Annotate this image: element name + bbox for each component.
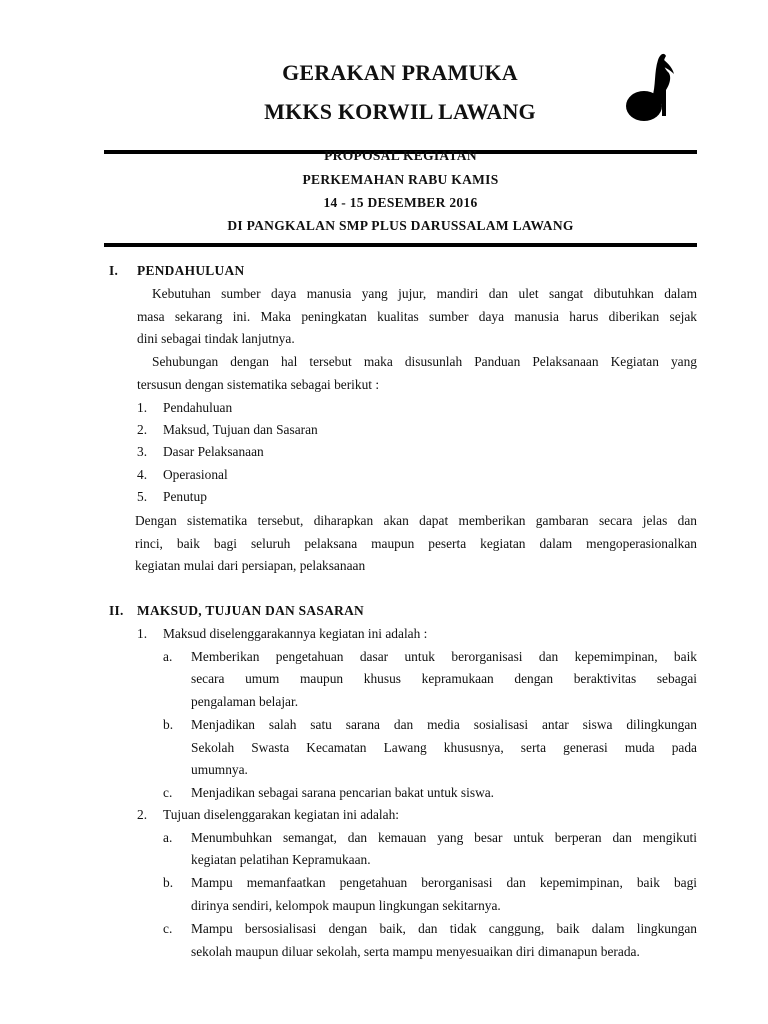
proposal-title: PROPOSAL KEGIATAN — [324, 148, 477, 163]
sub-item-line: Mampu bersosialisasi dengan baik, dan tidak canggung, baik dalam lingkungan — [191, 921, 697, 936]
section1-para1-line: masa sekarang ini. Maka peningkatan kualitas sumber daya manusia harus diberikan sejak — [137, 309, 697, 324]
section1-para3-line: rinci, baik bagi seluruh pelaksana maupun peserta kegiatan dalam mengoperasionalkan — [135, 536, 697, 551]
section1-heading: PENDAHULUAN — [137, 263, 245, 278]
section1-para1-line: dini sebagai tindak lanjutnya. — [137, 331, 295, 346]
sub-item-line: dirinya sendiri, kelompok maupun lingkungan sekitarnya. — [191, 898, 501, 913]
sub-item-line: pengalaman belajar. — [191, 694, 299, 709]
sub-item-line: secara umum maupun khusus kepramukaan dengan beraktivitas sebagai — [191, 671, 697, 686]
sub-item-line: umumnya. — [191, 762, 248, 777]
sub-item-line: sekolah maupun diluar sekolah, serta mampu menyesuaikan diri dimanapun berada. — [191, 944, 640, 959]
sub-item-letter: c. — [163, 785, 173, 800]
list-item: Penutup — [163, 489, 207, 504]
sub-item-line: kegiatan pelatihan Kepramukaan. — [191, 852, 371, 867]
sub-item-letter: b. — [163, 875, 174, 890]
list-item: Pendahuluan — [163, 400, 233, 415]
list-item: Maksud, Tujuan dan Sasaran — [163, 422, 318, 437]
section1-number: I. — [109, 263, 119, 278]
list-item-number: 1. — [137, 626, 148, 641]
section2-heading: MAKSUD, TUJUAN DAN SASARAN — [137, 603, 365, 618]
section1-para3-line: kegiatan mulai dari persiapan, pelaksanaan — [135, 558, 366, 573]
list-item-number: 4. — [137, 467, 148, 482]
sub-item-letter: b. — [163, 717, 174, 732]
event-name: PERKEMAHAN RABU KAMIS — [302, 172, 499, 187]
org-name-line1: GERAKAN PRAMUKA — [282, 60, 518, 85]
list-item-number: 1. — [137, 400, 148, 415]
section2-number: II. — [109, 603, 124, 618]
pramuka-logo-icon — [612, 46, 704, 132]
list-item-number: 5. — [137, 489, 148, 504]
header-rule-bottom — [104, 243, 697, 247]
sub-item-line: Memberikan pengetahuan dasar untuk berorganisasi dan kepemimpinan, baik — [191, 649, 697, 664]
list-item-number: 2. — [137, 422, 148, 437]
list-item: Operasional — [163, 467, 228, 482]
sub-item-line: Menjadikan sebagai sarana pencarian bakat untuk siswa. — [191, 785, 495, 800]
event-location: DI PANGKALAN SMP PLUS DARUSSALAM LAWANG — [227, 218, 574, 233]
section1-para2-line: tersusun dengan sistematika sebagai berikut : — [137, 377, 380, 392]
section1-para3-line: Dengan sistematika tersebut, diharapkan akan dapat memberikan gambaran secara jelas dan — [135, 513, 697, 528]
sub-item-line: Mampu memanfaatkan pengetahuan berorganisasi dan kepemimpinan, baik bagi — [191, 875, 697, 890]
org-name-line2: MKKS KORWIL LAWANG — [264, 99, 536, 124]
sub-item-line: Menumbuhkan semangat, dan kemauan yang besar untuk berperan dan mengikuti — [191, 830, 697, 845]
sub-item-letter: a. — [163, 649, 173, 664]
sub-item-line: Menjadikan salah satu sarana dan media sosialisasi antar siswa dilingkungan — [191, 717, 697, 732]
list-item: Dasar Pelaksanaan — [163, 444, 264, 459]
sub-item-letter: a. — [163, 830, 173, 845]
event-date: 14 - 15 DESEMBER 2016 — [323, 195, 478, 210]
section1-para1-line: Kebutuhan sumber daya manusia yang jujur, mandiri dan ulet sangat dibutuhkan dalam — [152, 286, 697, 301]
sub-item-line: Sekolah Swasta Kecamatan Lawang khususnya, serta generasi muda pada — [191, 740, 697, 755]
list-item: Maksud diselenggarakannya kegiatan ini adalah : — [163, 626, 428, 641]
list-item-number: 3. — [137, 444, 148, 459]
list-item: Tujuan diselenggarakan kegiatan ini adalah: — [163, 807, 400, 822]
section1-para2-line: Sehubungan dengan hal tersebut maka disusunlah Panduan Pelaksanaan Kegiatan yang — [152, 354, 697, 369]
sub-item-letter: c. — [163, 921, 173, 936]
list-item-number: 2. — [137, 807, 148, 822]
